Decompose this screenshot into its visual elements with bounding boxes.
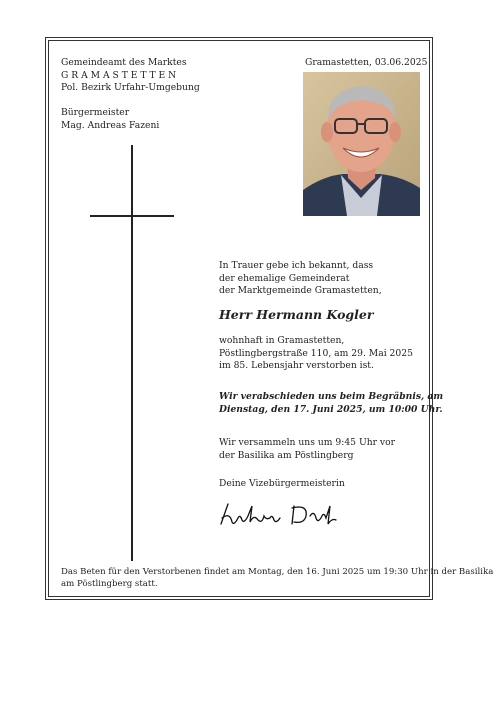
gathering-line-2: der Basilika am Pöstlingberg bbox=[219, 449, 354, 461]
closing-title: Deine Vizebürgermeisterin bbox=[219, 478, 345, 489]
municipality-office: Gemeindeamt des Marktes bbox=[61, 57, 187, 68]
portrait-photo bbox=[303, 72, 420, 216]
cross-icon-horizontal bbox=[90, 215, 174, 217]
residence-line-2: Pöstlingbergstraße 110, am 29. Mai 2025 bbox=[219, 347, 413, 359]
intro-line-3: der Marktgemeinde Gramastetten, bbox=[219, 285, 382, 296]
cross-icon-vertical bbox=[131, 145, 133, 561]
footer-line-1: Das Beten für den Verstorbenen findet am Montag, den 16. Juni 2025 um 19:30 Uhr in der Basilika bbox=[61, 567, 494, 577]
residence-line-1: wohnhaft in Gramastetten, bbox=[219, 335, 345, 346]
intro-line-1: In Trauer gebe ich bekannt, dass bbox=[219, 260, 374, 271]
municipality-name: G R A M A S T E T T E N bbox=[61, 69, 177, 81]
mayor-title: Bürgermeister bbox=[61, 107, 130, 118]
intro-line-2: der ehemalige Gemeinderat bbox=[219, 272, 350, 284]
mayor-name: Mag. Andreas Fazeni bbox=[61, 119, 160, 131]
funeral-line-1: Wir verabschieden uns beim Begräbnis, am bbox=[219, 391, 444, 402]
gathering-line-1: Wir versammeln uns um 9:45 Uhr vor bbox=[219, 437, 396, 448]
signature-icon bbox=[218, 500, 340, 532]
residence-line-3: im 85. Lebensjahr verstorben ist. bbox=[219, 360, 374, 371]
funeral-line-2: Dienstag, den 17. Juni 2025, um 10:00 Uhr. bbox=[219, 403, 443, 415]
deceased-name: Herr Hermann Kogler bbox=[219, 307, 374, 322]
footer-line-2: am Pöstlingberg statt. bbox=[61, 579, 158, 589]
district: Pol. Bezirk Urfahr-Umgebung bbox=[61, 82, 200, 93]
place-date: Gramastetten, 03.06.2025 bbox=[305, 57, 428, 68]
